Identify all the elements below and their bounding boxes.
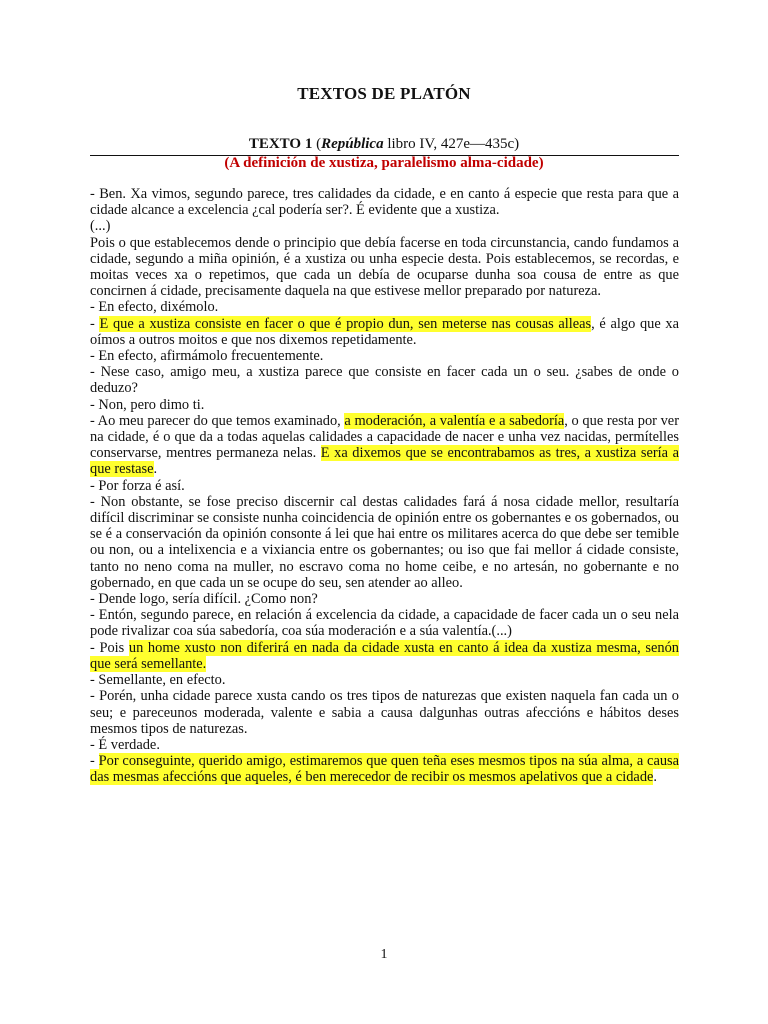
- paragraph-text: , é algo que xa oímos a outros moitos e que nos dixemos repetidamente.: [90, 315, 680, 348]
- dialogue-paragraph: [90, 348, 679, 364]
- dialogue-paragraph: [90, 299, 679, 315]
- dialogue-paragraph: [90, 413, 679, 478]
- dialogue-paragraph: [90, 186, 679, 218]
- dialogue-paragraph: [90, 591, 679, 607]
- paragraph-text: -: [90, 753, 99, 770]
- dialogue-paragraph: [90, 364, 679, 396]
- paragraph-text: - Ben. Xa vimos, segundo parece, tres calidades da cidade, e en canto á especie que resta para que a cidade alcance a excelencia ¿cal podería ser?. É evidente que a xustiza.: [90, 186, 679, 219]
- highlighted-text: E que a xustiza consiste en facer o que é propio dun, sen meterse nas cousas alleas: [99, 315, 592, 332]
- paragraph-text: - Pois: [90, 639, 129, 656]
- paragraph-text: - En efecto, dixémolo.: [90, 299, 219, 316]
- dialogue-paragraph: [90, 235, 679, 300]
- paragraph-text: .: [153, 461, 158, 478]
- paragraph-text: -: [90, 315, 100, 332]
- dialogue-paragraph: [90, 478, 679, 494]
- paragraph-text: Pois o que establecemos dende o principio que debía facerse en toda circunstancia, cando fundamos a cidade, segundo a miña opinión, é a xustiza ou unha especie desta. Pois establecemos, se recordas, e moitas veces xa o repetimos, que cada un debía de ocuparse dunha soa cousa de entre as que concirnen á cidade, precisamente daquela na que estivese mellor preparado por natureza.: [90, 234, 679, 300]
- texto-label: TEXTO 1: [248, 136, 313, 152]
- paragraph-text: .: [653, 769, 658, 786]
- paragraph-text: - Porén, unha cidade parece xusta cando os tres tipos de naturezas que existen naquela fan cada un o seu; e pareceunos moderada, valente e sabia a causa dalgunhas outras afeccións e hábitos deses mesmos tipos de naturezas.: [90, 688, 679, 737]
- paragraph-text: - Nese caso, amigo meu, a xustiza parece que consiste en facer cada un o seu. ¿sabes de onde o deduzo?: [90, 364, 679, 397]
- paragraph-text: - É verdade.: [90, 736, 160, 753]
- dialogue-paragraph: [90, 607, 679, 639]
- source-open: (: [316, 136, 322, 152]
- dialogue-paragraph: [90, 672, 679, 688]
- dialogue-paragraph: [90, 218, 679, 234]
- document-subtitle: (A definición de xustiza, paralelismo alma-cidade): [224, 155, 544, 171]
- highlighted-text: E xa dixemos que se encontrabamos as tres, a xustiza sería a que restase: [90, 445, 679, 478]
- dialogue-body: [90, 186, 679, 786]
- source-reference: libro IV, 427e—435c): [383, 136, 520, 152]
- dialogue-paragraph: [90, 737, 679, 753]
- paragraph-text: - Non obstante, se fose preciso discernir cal destas calidades fará á nosa cidade mellor, resultaría difícil discriminar se consiste nunha coincidencia de opinión entre os gobernantes e os gobernados, ou se é a conservación da opinión consonte á lei que hai entre os militares acerca do que debe ser temible ou non, ou a intelixencia e a vixiancia entre os gobernantes; ou iso que fai mellor á cidade consiste, tanto no neno coma na muller, no escravo coma no home ceibe, e no artesán, no gobernante e no gobernado, en que cada un se ocupe do seu, sen atender ao alleo.: [90, 493, 679, 591]
- highlighted-text: Por conseguinte, querido amigo, estimaremos que quen teña eses mesmos tipos na súa alma, a causa das mesmas afeccións que aqueles, é ben merecedor de recibir os mesmos apelativos que a cidade: [90, 753, 680, 786]
- source-work: República: [321, 136, 384, 152]
- dialogue-paragraph: [90, 397, 679, 413]
- paragraph-text: - Semellante, en efecto.: [90, 672, 226, 689]
- dialogue-paragraph: [90, 640, 679, 672]
- paragraph-text: , o que resta por ver na cidade, é o que da a todas aquelas calidades a capacidade de nacer e unha vez nacidas, permítelles conservarse, mentres permaneza nelas.: [90, 412, 679, 462]
- page-number: 1: [380, 947, 388, 962]
- dialogue-paragraph: [90, 688, 679, 737]
- paragraph-text: (...): [90, 218, 111, 235]
- paragraph-text: - Dende logo, sería difícil. ¿Como non?: [90, 591, 318, 608]
- paragraph-text: - Entón, segundo parece, en relación á excelencia da cidade, a capacidade de facer cada un o seu nela pode rivalizar coa súa sabedoría, coa súa moderación e a súa valentía.(...): [90, 607, 679, 640]
- paragraph-text: - Por forza é así.: [90, 477, 185, 494]
- document-title: TEXTOS DE PLATÓN: [297, 84, 471, 103]
- highlighted-text: un home xusto non diferirá en nada da cidade xusta en canto á idea da xustiza mesma, senón que será semellante.: [90, 639, 679, 672]
- paragraph-text: - Ao meu parecer do que temos examinado,: [90, 412, 345, 429]
- dialogue-paragraph: [90, 316, 679, 348]
- texto-heading: [0, 136, 768, 153]
- dialogue-paragraph: [90, 494, 679, 591]
- dialogue-paragraph: [90, 753, 679, 785]
- paragraph-text: - En efecto, afirmámolo frecuentemente.: [90, 348, 324, 365]
- highlighted-text: a moderación, a valentía e a sabedoría: [344, 412, 565, 429]
- paragraph-text: - Non, pero dimo ti.: [90, 396, 205, 413]
